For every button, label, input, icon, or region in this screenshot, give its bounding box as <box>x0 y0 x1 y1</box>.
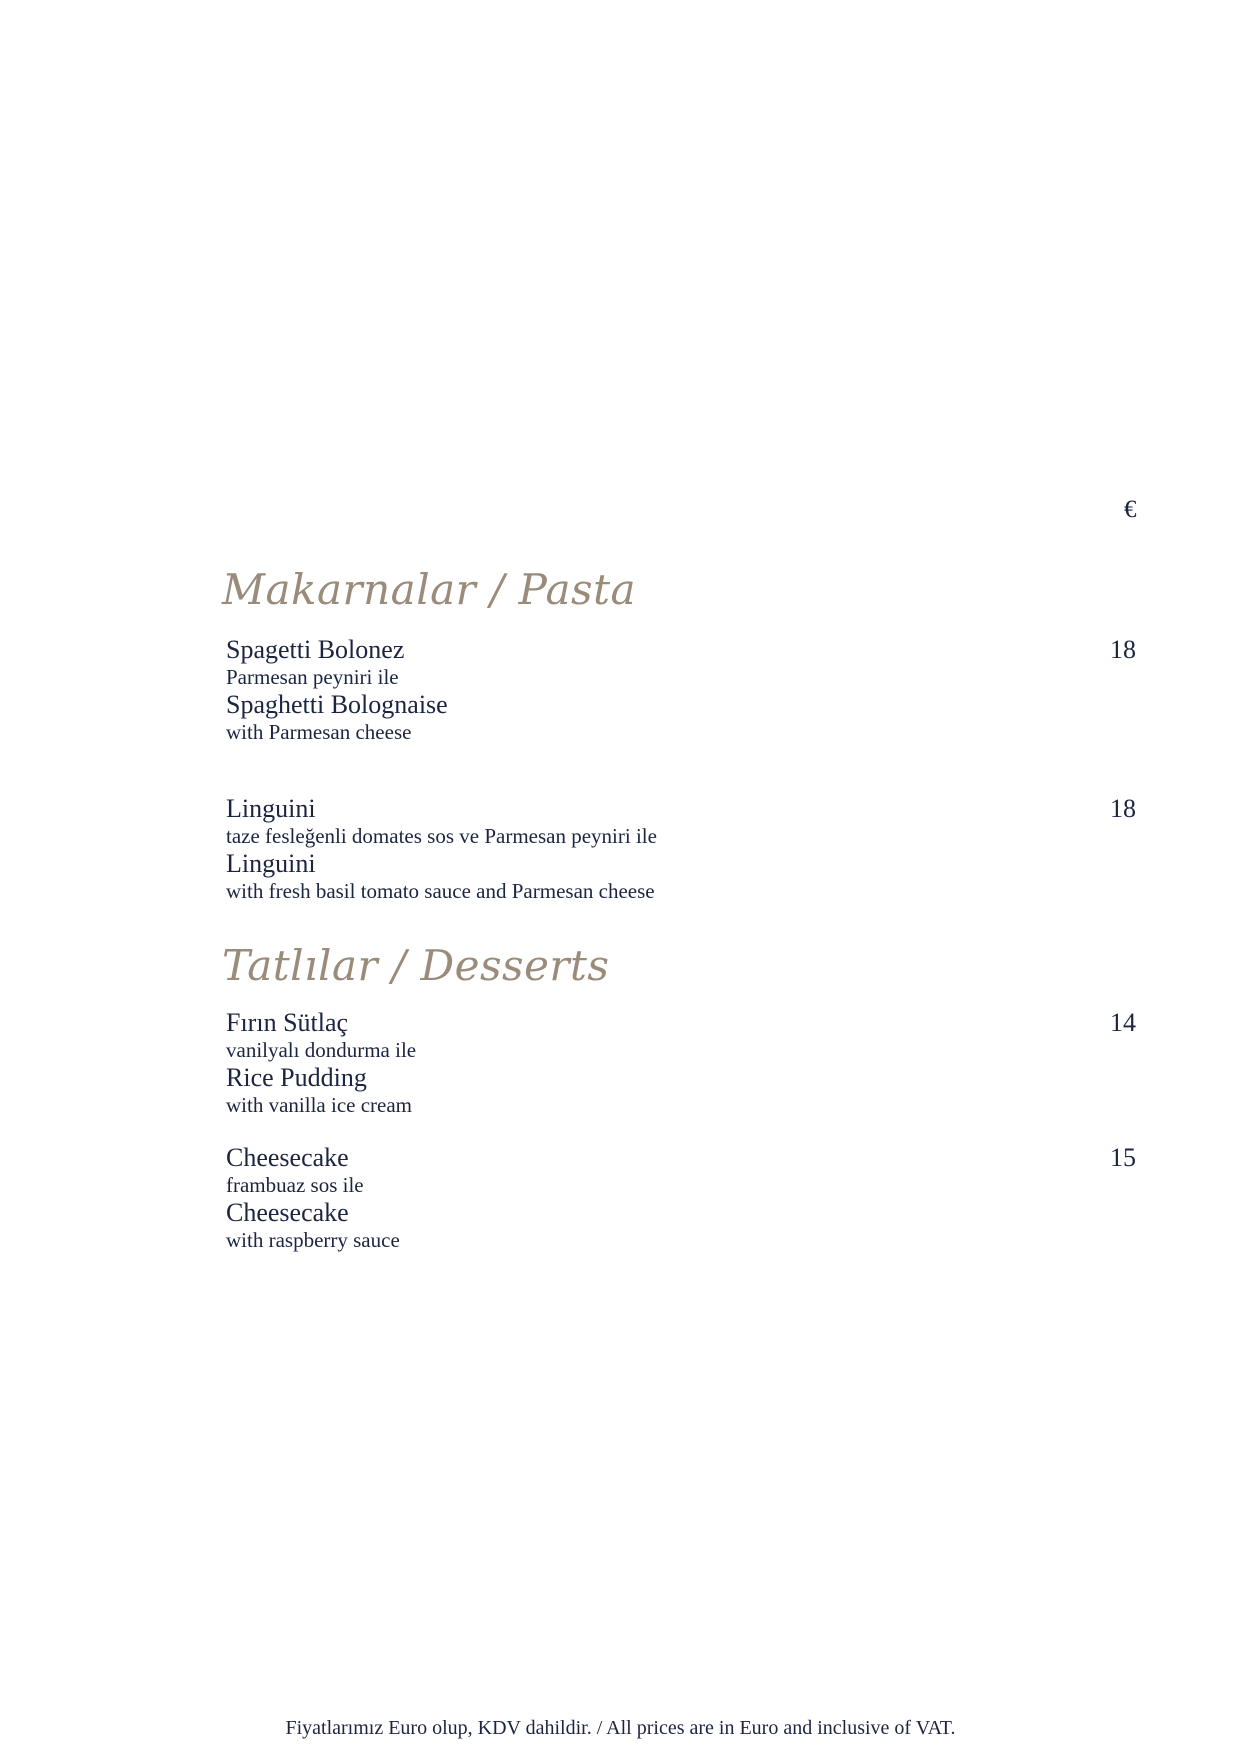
item-name-en: Linguini <box>226 849 316 878</box>
item-price: 14 <box>1110 1008 1136 1037</box>
item-price: 15 <box>1110 1143 1136 1172</box>
menu-item <box>226 795 1146 905</box>
item-desc-tr: Parmesan peyniri ile <box>226 665 399 689</box>
item-name-tr: Spagetti Bolonez <box>226 635 405 664</box>
price-note-footer: Fiyatlarımız Euro olup, KDV dahildir. / All prices are in Euro and inclusive of VAT. <box>285 1717 956 1739</box>
section-title-desserts: Tatlılar / Desserts <box>222 941 610 990</box>
menu-item <box>226 636 1146 746</box>
item-name-en: Rice Pudding <box>226 1063 367 1092</box>
item-desc-en: with vanilla ice cream <box>226 1093 412 1117</box>
item-desc-tr: frambuaz sos ile <box>226 1173 364 1197</box>
item-desc-tr: taze fesleğenli domates sos ve Parmesan peyniri ile <box>226 824 657 848</box>
item-name-en: Spaghetti Bolognaise <box>226 690 448 719</box>
item-desc-en: with Parmesan cheese <box>226 720 412 744</box>
item-desc-en: with fresh basil tomato sauce and Parmesan cheese <box>226 879 655 903</box>
item-desc-en: with raspberry sauce <box>226 1228 400 1252</box>
menu-item <box>226 1144 1146 1254</box>
item-price: 18 <box>1110 794 1136 823</box>
item-price: 18 <box>1110 635 1136 664</box>
menu-item <box>226 1009 1146 1119</box>
section-title-pasta: Makarnalar / Pasta <box>222 565 636 614</box>
item-desc-tr: vanilyalı dondurma ile <box>226 1038 417 1062</box>
item-name-tr: Cheesecake <box>226 1143 349 1172</box>
item-name-en: Cheesecake <box>226 1198 349 1227</box>
currency-symbol: € <box>1124 496 1137 523</box>
item-name-tr: Linguini <box>226 794 316 823</box>
item-name-tr: Fırın Sütlaç <box>226 1008 349 1037</box>
